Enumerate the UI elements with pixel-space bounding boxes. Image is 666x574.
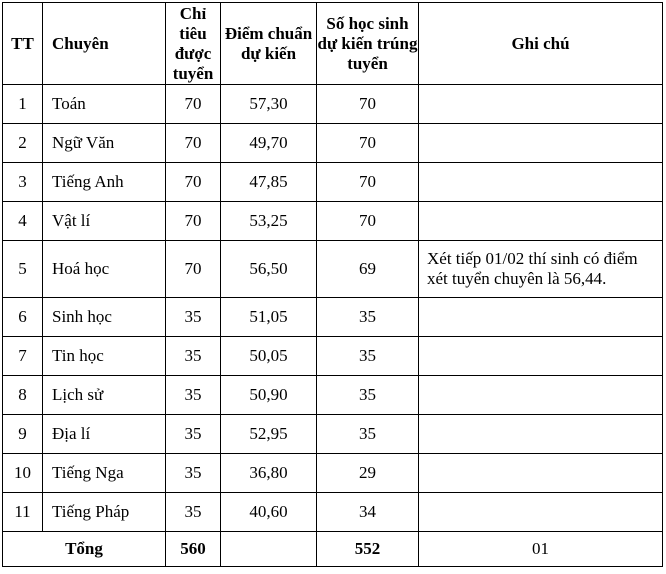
- cell-chi-tieu: 70: [166, 163, 221, 202]
- cell-chuyen: Tin học: [43, 337, 166, 376]
- table-row: [3, 241, 663, 298]
- cell-ghi-chu: [419, 454, 663, 493]
- cell-diem: 50,90: [221, 376, 317, 415]
- cell-chuyen: Tiếng Pháp: [43, 493, 166, 532]
- cell-so-hs: 35: [317, 376, 419, 415]
- cell-so-hs: 70: [317, 85, 419, 124]
- cell-diem: 53,25: [221, 202, 317, 241]
- cell-chuyen: Hoá học: [43, 241, 166, 298]
- cell-chuyen: Địa lí: [43, 415, 166, 454]
- cell-chi-tieu: 35: [166, 493, 221, 532]
- cell-chuyen: Ngữ Văn: [43, 124, 166, 163]
- table-row: [3, 493, 663, 532]
- table-row: [3, 337, 663, 376]
- cell-tt: 10: [3, 454, 43, 493]
- cell-diem: 40,60: [221, 493, 317, 532]
- cell-chuyen: Tiếng Nga: [43, 454, 166, 493]
- cell-tt: 7: [3, 337, 43, 376]
- cell-so-hs: 34: [317, 493, 419, 532]
- cell-so-hs: 35: [317, 415, 419, 454]
- cell-diem: 52,95: [221, 415, 317, 454]
- cell-diem: 57,30: [221, 85, 317, 124]
- cell-chi-tieu: 70: [166, 124, 221, 163]
- cell-chi-tieu: 35: [166, 454, 221, 493]
- header-tt: TT: [3, 3, 43, 85]
- table-row: [3, 163, 663, 202]
- header-chi-tieu: Chỉ tiêu được tuyển: [166, 3, 221, 85]
- table-row: [3, 298, 663, 337]
- cell-tt: 3: [3, 163, 43, 202]
- cell-chi-tieu: 35: [166, 415, 221, 454]
- header-ghi-chu: Ghi chú: [419, 3, 663, 85]
- total-ghi-chu: 01: [419, 532, 663, 567]
- cell-chuyen: Vật lí: [43, 202, 166, 241]
- cell-diem: 50,05: [221, 337, 317, 376]
- total-label: Tổng: [3, 532, 166, 567]
- cell-chuyen: Sinh học: [43, 298, 166, 337]
- cell-ghi-chu: [419, 415, 663, 454]
- cell-so-hs: 69: [317, 241, 419, 298]
- cell-so-hs: 70: [317, 202, 419, 241]
- cell-tt: 11: [3, 493, 43, 532]
- table-row: [3, 85, 663, 124]
- cell-ghi-chu: [419, 376, 663, 415]
- cell-diem: 56,50: [221, 241, 317, 298]
- cell-chi-tieu: 70: [166, 85, 221, 124]
- cell-chi-tieu: 35: [166, 376, 221, 415]
- cell-diem: 36,80: [221, 454, 317, 493]
- cell-tt: 2: [3, 124, 43, 163]
- table-row: [3, 415, 663, 454]
- table-row: [3, 376, 663, 415]
- table-row: [3, 124, 663, 163]
- cell-so-hs: 29: [317, 454, 419, 493]
- cell-ghi-chu: [419, 202, 663, 241]
- total-chi-tieu: 560: [166, 532, 221, 567]
- table-row: [3, 454, 663, 493]
- cell-chi-tieu: 70: [166, 241, 221, 298]
- table-row: [3, 202, 663, 241]
- header-so-hoc-sinh: Số học sinh dự kiến trúng tuyển: [317, 3, 419, 85]
- cell-ghi-chu: [419, 85, 663, 124]
- admission-table: [2, 2, 663, 567]
- cell-ghi-chu: [419, 337, 663, 376]
- header-row: [3, 3, 663, 85]
- cell-ghi-chu: [419, 493, 663, 532]
- cell-chuyen: Tiếng Anh: [43, 163, 166, 202]
- header-diem-chuan: Điểm chuẩn dự kiến: [221, 3, 317, 85]
- cell-ghi-chu: [419, 163, 663, 202]
- cell-so-hs: 70: [317, 163, 419, 202]
- cell-chuyen: Lịch sử: [43, 376, 166, 415]
- cell-ghi-chu: [419, 298, 663, 337]
- cell-diem: 51,05: [221, 298, 317, 337]
- cell-tt: 9: [3, 415, 43, 454]
- cell-chuyen: Toán: [43, 85, 166, 124]
- cell-so-hs: 35: [317, 337, 419, 376]
- cell-chi-tieu: 35: [166, 337, 221, 376]
- cell-chi-tieu: 35: [166, 298, 221, 337]
- total-diem: [221, 532, 317, 567]
- cell-chi-tieu: 70: [166, 202, 221, 241]
- cell-ghi-chu: Xét tiếp 01/02 thí sinh có điểm xét tuyển chuyên là 56,44.: [419, 241, 663, 298]
- cell-tt: 5: [3, 241, 43, 298]
- cell-diem: 49,70: [221, 124, 317, 163]
- total-so-hs: 552: [317, 532, 419, 567]
- cell-so-hs: 35: [317, 298, 419, 337]
- cell-tt: 1: [3, 85, 43, 124]
- cell-tt: 8: [3, 376, 43, 415]
- total-row: [3, 532, 663, 567]
- cell-tt: 6: [3, 298, 43, 337]
- cell-ghi-chu: [419, 124, 663, 163]
- header-chuyen: Chuyên: [43, 3, 166, 85]
- cell-tt: 4: [3, 202, 43, 241]
- cell-so-hs: 70: [317, 124, 419, 163]
- cell-diem: 47,85: [221, 163, 317, 202]
